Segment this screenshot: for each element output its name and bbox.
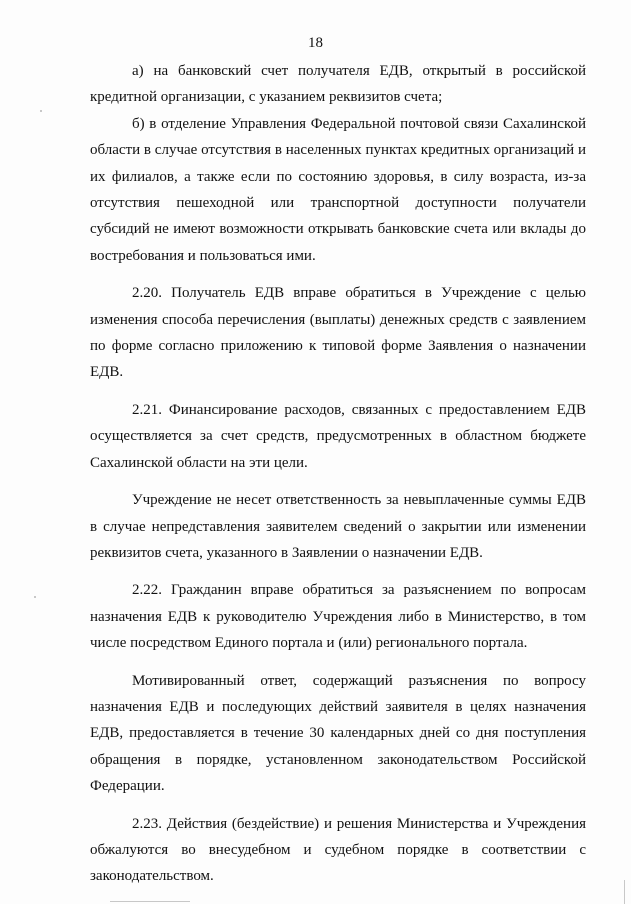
- paragraph-2-23: 2.23. Действия (бездействие) и решения Министерства и Учреждения обжалуются во внесудебном и судебном порядке в соответствии с законодательством.: [90, 815, 586, 885]
- paragraph-institution-liability: Учреждение не несет ответственность за невыплаченные суммы ЕДВ в случае непредставления заявителем сведений о закрытии или изменении реквизитов счета, указанного в Заявлении о назначении ЕДВ.: [90, 492, 586, 561]
- paragraph-reasoned-response: Мотивированный ответ, содержащий разъяснения по вопросу назначения ЕДВ и последующих действий заявителя в целях назначения ЕДВ, предоставляется в течение 30 календарных дней со дня поступления обращения в порядке, установленном законодательством Российской Федерации.: [90, 672, 586, 795]
- scan-speck: [40, 110, 42, 112]
- paragraph-b: б) в отделение Управления Федеральной почтовой связи Сахалинской области в случае отсутствия в населенных пунктах кредитных организаций и их филиалов, а также если по состоянию здоровья, в силу возраста, из-за отсутствия пешеходной или транспортной доступности получатели субсидий не имеют возможности открывать банковские счета или вклады до востребования и пользоваться ими.: [90, 115, 586, 264]
- scan-edge-mark: [110, 901, 190, 902]
- paragraph-a: а) на банковский счет получателя ЕДВ, открытый в российской кредитной организации, с указанием реквизитов счета;: [90, 63, 586, 106]
- scan-edge-mark: [624, 880, 625, 904]
- paragraph-2-22: 2.22. Гражданин вправе обратиться за разъяснением по вопросам назначения ЕДВ к руководителю Учреждения либо в Министерство, в том числе посредством Единого портала и (или) регионального портала.: [90, 582, 586, 652]
- scan-speck: [34, 596, 36, 598]
- paragraph-2-21: 2.21. Финансирование расходов, связанных с предоставлением ЕДВ осуществляется за счет средств, предусмотренных в областном бюджете Сахалинской области на эти цели.: [90, 401, 586, 471]
- page-number: 18: [308, 35, 323, 51]
- paragraph-2-20: 2.20. Получатель ЕДВ вправе обратиться в Учреждение с целью изменения способа перечисления (выплаты) денежных средств с заявлением по форме согласно приложению к типовой форме Заявления о назначении ЕДВ.: [90, 285, 586, 381]
- document-body: [90, 58, 586, 890]
